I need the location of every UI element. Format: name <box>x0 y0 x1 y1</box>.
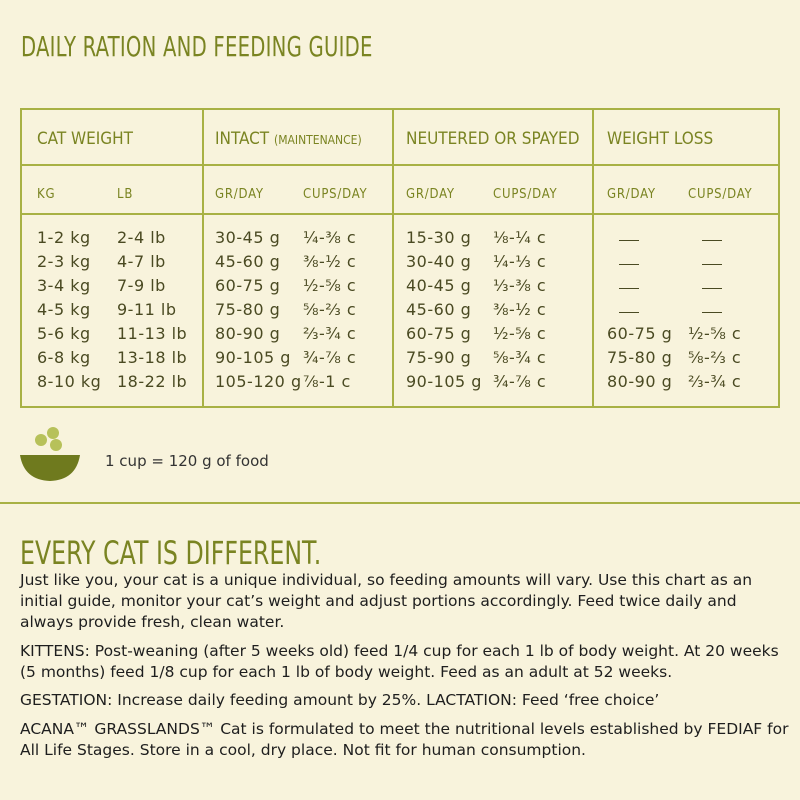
subheader-intact-cups: CUPS/DAY <box>303 187 368 202</box>
table-cell-lb: 7-9 lb <box>117 276 166 295</box>
table-cell-neut-gr: 60-75 g <box>406 324 472 343</box>
page-title: DAILY RATION AND FEEDING GUIDE <box>21 30 373 63</box>
subheader-neutered-gr: GR/DAY <box>406 187 455 202</box>
table-cell-intact-cups: ½-⅝ c <box>303 276 357 295</box>
table-cell-kg: 8-10 kg <box>37 372 102 391</box>
table-row <box>22 252 778 276</box>
kittens-paragraph: KITTENS: Post-weaning (after 5 weeks old) feed 1/4 cup for each 1 lb of body weight. At 20 weeks (5 months) feed 1/8 cup for each 1 lb of body weight. Feed as an adult at 52 weeks. <box>20 642 779 681</box>
table-cell-intact-cups: ¾-⅞ c <box>303 348 357 367</box>
table-cell-loss-cups: ⅝-⅔ c <box>688 348 742 367</box>
table-cell-lb: 9-11 lb <box>117 300 177 319</box>
table-cell-loss-cups: ½-⅝ c <box>688 324 742 343</box>
empty-cell-dash <box>619 240 639 241</box>
table-cell-intact-gr: 90-105 g <box>215 348 291 367</box>
empty-cell-dash <box>619 312 639 313</box>
table-cell-loss-gr: 75-80 g <box>607 348 673 367</box>
table-cell-intact-cups: ¼-⅜ c <box>303 228 357 247</box>
table-cell-intact-gr: 80-90 g <box>215 324 281 343</box>
table-cell-neut-gr: 90-105 g <box>406 372 482 391</box>
table-row <box>22 348 778 372</box>
subheader-neutered-cups: CUPS/DAY <box>493 187 558 202</box>
feeding-table <box>20 108 780 408</box>
table-cell-neut-gr: 75-90 g <box>406 348 472 367</box>
empty-cell-dash <box>702 312 722 313</box>
table-cell-loss-gr: 80-90 g <box>607 372 673 391</box>
table-cell-loss-gr: 60-75 g <box>607 324 673 343</box>
table-cell-neut-cups: ¼-⅓ c <box>493 252 547 271</box>
table-cell-lb: 13-18 lb <box>117 348 188 367</box>
table-cell-intact-gr: 30-45 g <box>215 228 281 247</box>
table-cell-kg: 4-5 kg <box>37 300 91 319</box>
subheader-loss-gr: GR/DAY <box>607 187 656 202</box>
table-cell-kg: 6-8 kg <box>37 348 91 367</box>
table-cell-neut-cups: ⅛-¼ c <box>493 228 547 247</box>
table-cell-kg: 2-3 kg <box>37 252 91 271</box>
table-cell-intact-cups: ⅞-1 c <box>303 372 351 391</box>
subheader-intact-gr: GR/DAY <box>215 187 264 202</box>
header-cat-weight: CAT WEIGHT <box>37 129 134 149</box>
table-cell-neut-gr: 30-40 g <box>406 252 472 271</box>
table-row <box>22 372 778 396</box>
empty-cell-dash <box>619 264 639 265</box>
intro-paragraph: Just like you, your cat is a unique individual, so feeding amounts will vary. Use this chart as an initial guide, monitor your cat’s weight and adjust portions accordingly. Feed twice daily and always provide fresh, clean water. <box>20 571 753 631</box>
table-cell-kg: 3-4 kg <box>37 276 91 295</box>
table-cell-neut-cups: ⅜-½ c <box>493 300 547 319</box>
header-intact-label: INTACT <box>215 129 270 149</box>
table-cell-neut-gr: 15-30 g <box>406 228 472 247</box>
section-divider <box>0 502 800 504</box>
header-weight-loss: WEIGHT LOSS <box>607 129 714 149</box>
gestation-paragraph: GESTATION: Increase daily feeding amount by 25%. LACTATION: Feed ‘free choice’ <box>20 691 660 709</box>
acana-paragraph: ACANA™ GRASSLANDS™ Cat is formulated to meet the nutritional levels established by FEDIAF for All Life Stages. Store in a cool, dry place. Not fit for human consumption. <box>20 720 789 759</box>
empty-cell-dash <box>702 288 722 289</box>
table-cell-loss-cups: ⅔-¾ c <box>688 372 742 391</box>
table-row <box>22 276 778 300</box>
table-cell-neut-cups: ¾-⅞ c <box>493 372 547 391</box>
table-cell-intact-cups: ⅔-¾ c <box>303 324 357 343</box>
empty-cell-dash <box>702 240 722 241</box>
header-neutered: NEUTERED OR SPAYED <box>406 129 580 149</box>
subheader-lb: LB <box>117 187 134 202</box>
table-cell-intact-cups: ⅜-½ c <box>303 252 357 271</box>
table-cell-neut-gr: 40-45 g <box>406 276 472 295</box>
table-cell-neut-cups: ⅓-⅜ c <box>493 276 547 295</box>
header-intact <box>215 129 362 149</box>
table-cell-intact-cups: ⅝-⅔ c <box>303 300 357 319</box>
bowl-icon <box>20 425 110 485</box>
section-title: EVERY CAT IS DIFFERENT. <box>20 534 322 572</box>
table-divider <box>22 164 778 166</box>
table-cell-lb: 18-22 lb <box>117 372 188 391</box>
subheader-kg: KG <box>37 187 56 202</box>
table-row <box>22 324 778 348</box>
header-intact-note: (MAINTENANCE) <box>274 133 362 147</box>
empty-cell-dash <box>619 288 639 289</box>
table-row <box>22 228 778 252</box>
table-cell-lb: 4-7 lb <box>117 252 166 271</box>
table-cell-neut-cups: ½-⅝ c <box>493 324 547 343</box>
table-cell-lb: 11-13 lb <box>117 324 188 343</box>
table-row <box>22 300 778 324</box>
table-cell-lb: 2-4 lb <box>117 228 166 247</box>
table-divider <box>22 213 778 215</box>
table-cell-kg: 5-6 kg <box>37 324 91 343</box>
table-cell-neut-gr: 45-60 g <box>406 300 472 319</box>
table-cell-intact-gr: 45-60 g <box>215 252 281 271</box>
table-cell-intact-gr: 60-75 g <box>215 276 281 295</box>
table-cell-kg: 1-2 kg <box>37 228 91 247</box>
empty-cell-dash <box>702 264 722 265</box>
cup-conversion-note: 1 cup = 120 g of food <box>105 452 269 470</box>
table-cell-intact-gr: 75-80 g <box>215 300 281 319</box>
table-cell-intact-gr: 105-120 g <box>215 372 302 391</box>
subheader-loss-cups: CUPS/DAY <box>688 187 753 202</box>
table-cell-neut-cups: ⅝-¾ c <box>493 348 547 367</box>
